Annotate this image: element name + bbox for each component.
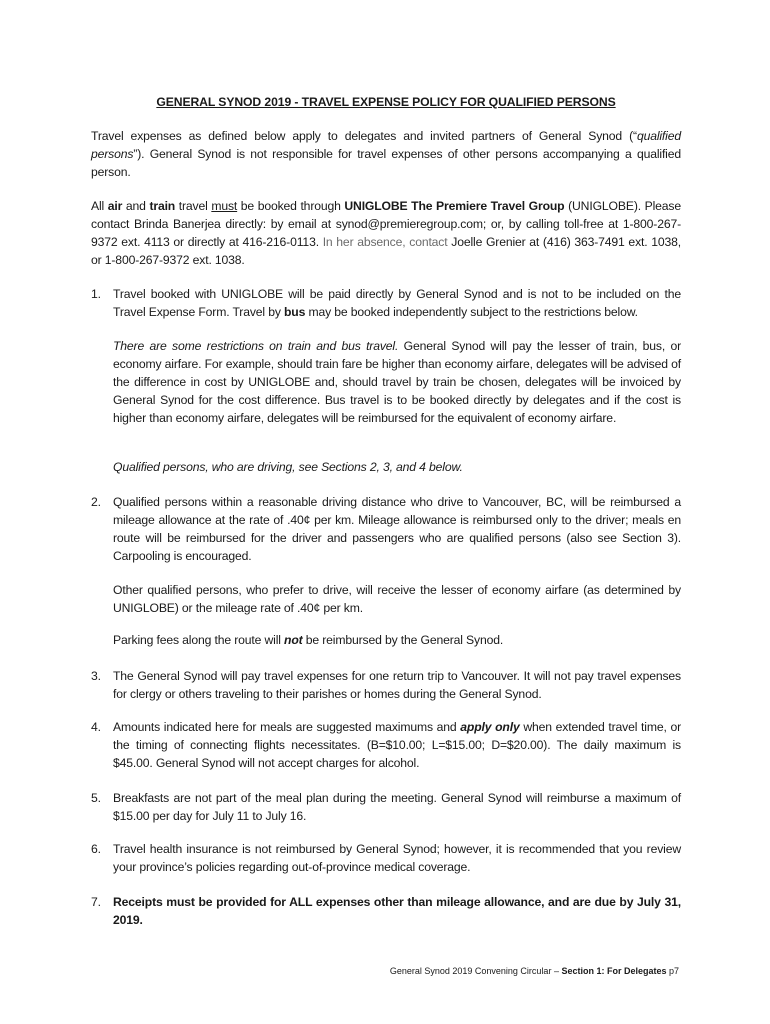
footer-section: Section 1: For Delegates bbox=[561, 966, 667, 976]
item-number: 7. bbox=[91, 895, 101, 909]
other-drivers-text: Other qualified persons, who prefer to drive, will receive the lesser of economy airfare (as determined by UNIGLOBE) or the mileage rate of .40¢ per km. bbox=[113, 583, 681, 615]
list-item-6 bbox=[91, 840, 681, 876]
parking-text: Parking fees along the route will bbox=[113, 633, 285, 647]
booking-text: and bbox=[122, 199, 150, 213]
parking-note bbox=[113, 631, 681, 649]
booking-text: (UNIGLOBE). Please contact Brinda Banerjea directly: by email at synod@premieregroup.com; or, by calling toll-free at 1-800-267-9372 ext. 4113 or directly at 416-216-0113. bbox=[91, 199, 681, 249]
item-text: The General Synod will pay travel expenses for one return trip to Vancouver. It will not pay travel expenses for clergy or others traveling to their parishes or homes during the General Synod. bbox=[113, 669, 681, 701]
not-emphasis: not bbox=[284, 633, 303, 647]
item-text: Receipts must be provided for ALL expenses other than mileage allowance, and are due by July 31, 2019. bbox=[113, 895, 681, 927]
item-text: Qualified persons within a reasonable driving distance who drive to Vancouver, BC, will be reimbursed a mileage allowance at the rate of .40¢ per km. Mileage allowance is reimbursed only to the driver; meals en route will be reimbursed for the driver and passengers who are qualified persons (also see Section 3). Carpooling is encouraged. bbox=[113, 495, 681, 563]
booking-text: travel bbox=[175, 199, 212, 213]
list-item-7 bbox=[91, 893, 681, 929]
restrictions-emphasis: There are some restrictions on train and bus travel. bbox=[113, 339, 399, 353]
item-text: may be booked independently subject to the restrictions below. bbox=[305, 305, 638, 319]
driving-note bbox=[113, 458, 681, 476]
absence-text: In her absence, contact bbox=[322, 235, 448, 249]
item-number: 6. bbox=[91, 842, 101, 856]
must-label: must bbox=[211, 199, 238, 213]
intro-text-end: ”). General Synod is not responsible for travel expenses of other persons accompanying a qualified person. bbox=[91, 147, 681, 179]
item-number: 4. bbox=[91, 720, 101, 734]
air-label: air bbox=[107, 199, 123, 213]
driving-note-text: Qualified persons, who are driving, see Sections 2, 3, and 4 below. bbox=[113, 460, 463, 474]
booking-paragraph bbox=[91, 197, 681, 269]
page-footer bbox=[390, 966, 679, 976]
list-item-1 bbox=[91, 285, 681, 321]
item-text: when extended travel time, or the timing of connecting flights necessitates. (B=$10.00; L=$15.00; D=$20.00). The daily maximum is $45.00. General Synod will not accept charges for alcohol. bbox=[113, 720, 681, 770]
item-number: 2. bbox=[91, 495, 101, 509]
booking-text: be booked through bbox=[237, 199, 345, 213]
list-item-3 bbox=[91, 667, 681, 703]
bus-label: bus bbox=[284, 305, 306, 319]
intro-emphasis: qualified persons bbox=[91, 129, 681, 161]
train-bus-restrictions bbox=[113, 337, 681, 427]
apply-only-emphasis: apply only bbox=[460, 720, 520, 734]
intro-text: Travel expenses as defined below apply to delegates and invited partners of General Synod (“ bbox=[91, 129, 637, 143]
restrictions-text: General Synod will pay the lesser of train, bus, or economy airfare. For example, should train fare be higher than economy airfare, delegates will be advised of the difference in cost by UNIGLOBE and, should travel by train be chosen, delegates will be invoiced by General Synod for the cost difference. Bus travel is to be booked directly by delegates and if the cost is higher than economy airfare, delegates will be reimbursed for the equivalent of economy airfare. bbox=[113, 339, 681, 425]
item-text: Travel health insurance is not reimbursed by General Synod; however, it is recommended that you review your province’s policies regarding out-of-province medical coverage. bbox=[113, 842, 681, 874]
item-text: Amounts indicated here for meals are suggested maximums and bbox=[113, 720, 461, 734]
agency-name: UNIGLOBE The Premiere Travel Group bbox=[344, 199, 565, 213]
page-number: p7 bbox=[666, 966, 679, 976]
parking-text: be reimbursed by the General Synod. bbox=[302, 633, 504, 647]
footer-text: General Synod 2019 Convening Circular – bbox=[389, 966, 562, 976]
page-title: GENERAL SYNOD 2019 - TRAVEL EXPENSE POLICY FOR QUALIFIED PERSONS bbox=[156, 95, 616, 109]
list-item-4 bbox=[91, 718, 681, 772]
intro-paragraph bbox=[91, 127, 681, 181]
other-drivers-note bbox=[113, 581, 681, 617]
item-text: Travel booked with UNIGLOBE will be paid directly by General Synod and is not to be included on the Travel Expense Form. Travel by bbox=[113, 287, 681, 319]
booking-text: Joelle Grenier at (416) 363-7491 ext. 1038, or 1-800-267-9372 ext. 1038. bbox=[91, 235, 681, 267]
booking-text: All bbox=[91, 199, 108, 213]
item-text: Breakfasts are not part of the meal plan during the meeting. General Synod will reimburse a maximum of $15.00 per day for July 11 to July 16. bbox=[113, 791, 681, 823]
list-item-2 bbox=[91, 493, 681, 565]
list-item-5 bbox=[91, 789, 681, 825]
item-number: 5. bbox=[91, 791, 101, 805]
train-label: train bbox=[149, 199, 176, 213]
item-number: 3. bbox=[91, 669, 101, 683]
item-number: 1. bbox=[91, 287, 101, 301]
